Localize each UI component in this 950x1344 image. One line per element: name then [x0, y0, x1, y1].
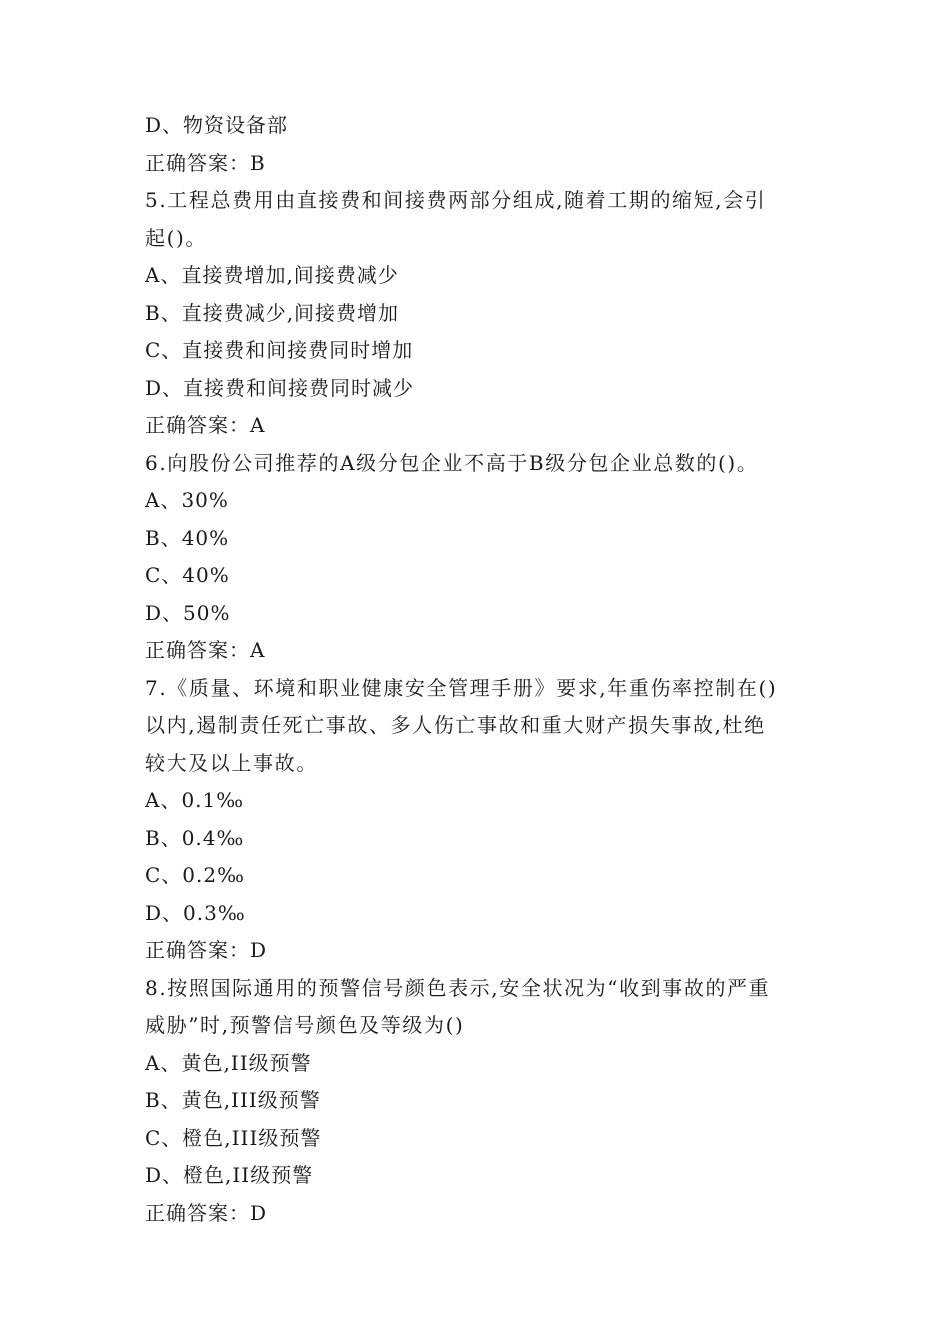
question-line: 以内,遏制责任死亡事故、多人伤亡事故和重大财产损失事故,杜绝 — [145, 713, 766, 737]
option-line: A、30% — [145, 488, 229, 512]
answer-line: 正确答案：A — [145, 638, 266, 662]
option-line: D、物资设备部 — [145, 113, 289, 137]
option-line: A、黄色,II级预警 — [145, 1050, 312, 1075]
option-line: D、0.3‰ — [145, 900, 246, 925]
document-body — [145, 107, 810, 1232]
option-line: D、直接费和间接费同时减少 — [145, 375, 415, 400]
option-line: A、直接费增加,间接费减少 — [145, 263, 399, 287]
option-line: C、0.2‰ — [145, 863, 245, 887]
option-line: D、50% — [145, 600, 231, 625]
option-line: D、橙色,II级预警 — [145, 1163, 314, 1187]
answer-line: 正确答案：B — [145, 150, 266, 175]
question-line: 较大及以上事故。 — [145, 750, 318, 775]
option-line: B、直接费减少,间接费增加 — [145, 300, 400, 325]
option-line: B、黄色,III级预警 — [145, 1088, 321, 1112]
question-line: 5.工程总费用由直接费和间接费两部分组成,随着工期的缩短,会引 — [145, 188, 767, 212]
question-line: 起()。 — [145, 225, 208, 250]
question-line: 8.按照国际通用的预警信号颜色表示,安全状况为“收到事故的严重 — [145, 975, 771, 1000]
question-line: 7.《质量、环境和职业健康安全管理手册》要求,年重伤率控制在() — [145, 675, 778, 700]
answer-line: 正确答案：A — [145, 413, 266, 437]
answer-line: 正确答案：D — [145, 1200, 268, 1225]
question-6 — [145, 445, 810, 483]
option-line: A、0.1‰ — [145, 788, 245, 812]
question-8 — [145, 970, 810, 1045]
option-line: C、橙色,III级预警 — [145, 1125, 322, 1150]
option-line: B、0.4‰ — [145, 825, 245, 850]
answer-line: 正确答案：D — [145, 938, 268, 962]
question-line: 威胁”时,预警信号颜色及等级为() — [145, 1013, 465, 1037]
option-line: B、40% — [145, 525, 230, 550]
question-7 — [145, 670, 810, 783]
option-line: C、40% — [145, 563, 230, 587]
question-line: 6.向股份公司推荐的A级分包企业不高于B级分包企业总数的()。 — [145, 450, 759, 475]
option-line: C、直接费和间接费同时增加 — [145, 338, 414, 362]
question-5 — [145, 182, 810, 257]
